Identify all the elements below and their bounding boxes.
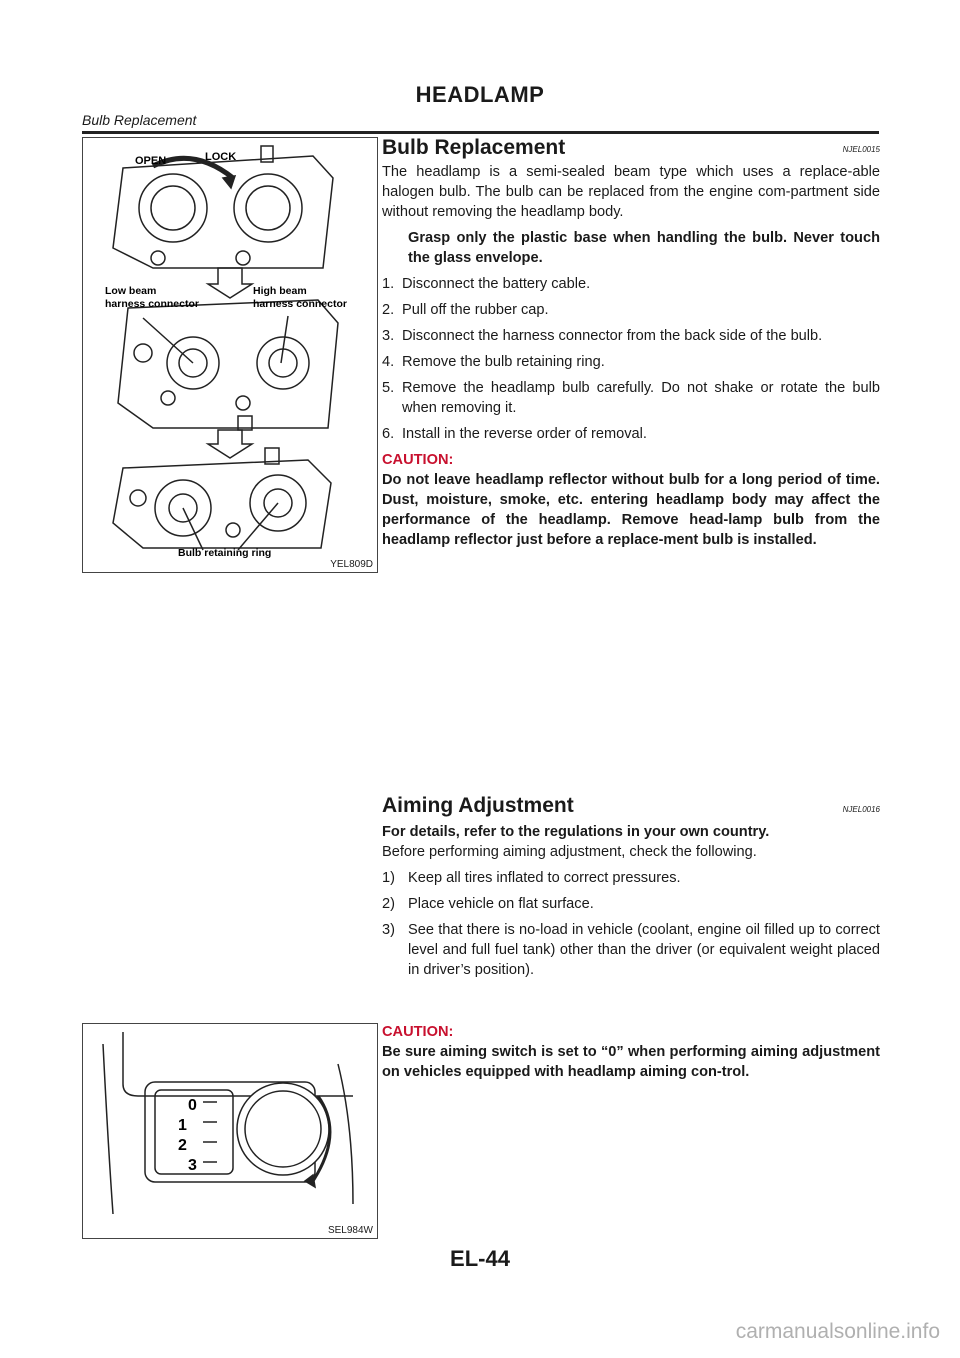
page-subtitle: Bulb Replacement (82, 112, 197, 128)
list-item: 3. Disconnect the harness connector from the back side of the bulb. (382, 328, 823, 344)
section-code: NJEL0015 (842, 145, 880, 154)
list-item: 5. Remove the headlamp bulb carefully. Do not shake or rotate the bulb when removing it. (382, 380, 880, 416)
list-item: 2. Pull off the rubber cap. (382, 302, 549, 318)
label-low-beam-2: harness connector (105, 298, 199, 310)
position-0: 0 (188, 1097, 197, 1114)
regulations-note: For details, refer to the regulations in your own country. (382, 824, 770, 840)
section-code: NJEL0016 (842, 805, 880, 814)
label-low-beam-1: Low beam (105, 285, 157, 297)
list-item: 4. Remove the bulb retaining ring. (382, 354, 605, 370)
position-2: 2 (178, 1137, 187, 1154)
list-item: 3) See that there is no-load in vehicle (coolant, engine oil filled up to correct level and full fuel tank) other than the driver (or equivalent weight placed in driver’s position). (382, 922, 880, 978)
caution-label: CAUTION: (382, 1024, 454, 1040)
figure-code: SEL984W (327, 1225, 373, 1236)
list-item: 2) Place vehicle on flat surface. (382, 896, 594, 912)
position-1: 1 (178, 1117, 187, 1134)
figure-aiming-switch (82, 1023, 378, 1239)
figure-bulb-replacement (82, 137, 378, 573)
list-item: 1. Disconnect the battery cable. (382, 276, 591, 292)
label-lock: LOCK (205, 151, 237, 163)
label-retaining-ring: Bulb retaining ring (178, 547, 272, 558)
aiming-adjustment-section (382, 796, 880, 980)
caution-text: Do not leave headlamp reflector without bulb for a long period of time. Dust, moisture, smoke, etc. entering headlamp body may affect the performance of the headlamp. Remove head-lamp bulb from the headlamp reflector just before a replace-ment bulb is installed. (382, 472, 880, 548)
intro-paragraph: The headlamp is a semi-sealed beam type which uses a replace-able halogen bulb. The bulb can be replaced from the engine com-partment side without removing the headlamp body. (382, 164, 880, 220)
header-divider (82, 131, 879, 134)
position-3: 3 (188, 1157, 197, 1174)
section-title: Aiming Adjustment (382, 794, 574, 817)
list-item: 6. Install in the reverse order of removal. (382, 426, 647, 442)
caution-label: CAUTION: (382, 452, 454, 468)
page-number: EL-44 (450, 1246, 510, 1271)
intro-paragraph: Before performing aiming adjustment, check the following. (382, 844, 757, 860)
handling-warning: Grasp only the plastic base when handling the bulb. Never touch the glass envelope. (408, 230, 880, 266)
aiming-switch-illustration (83, 1024, 377, 1224)
figure-code: YEL809D (330, 559, 373, 570)
watermark: carmanualsonline.info (735, 1320, 940, 1343)
label-high-beam-2: harness connector (253, 298, 347, 310)
bulb-replacement-section (382, 138, 880, 550)
page-title: HEADLAMP (415, 82, 545, 107)
aiming-caution (382, 1022, 880, 1082)
label-high-beam-1: High beam (253, 285, 307, 297)
caution-text: Be sure aiming switch is set to “0” when performing aiming adjustment on vehicles equipped with headlamp aiming con-trol. (382, 1044, 880, 1080)
label-open: OPEN (135, 155, 167, 167)
list-item: 1) Keep all tires inflated to correct pressures. (382, 870, 681, 886)
section-title: Bulb Replacement (382, 136, 566, 159)
headlamp-illustration (83, 138, 377, 558)
